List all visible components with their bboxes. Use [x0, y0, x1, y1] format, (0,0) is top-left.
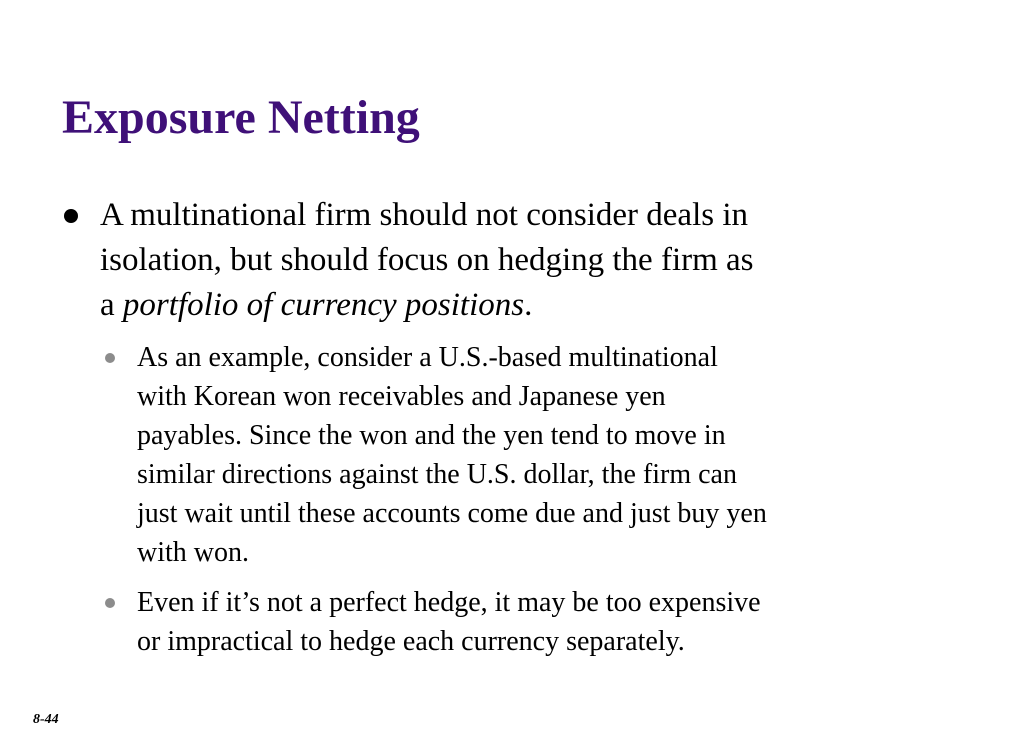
- main-bullet-line-2: isolation, but should focus on hedging the firm as: [100, 242, 754, 278]
- sub-bullet-hedge-text: [137, 583, 977, 661]
- sub-bullet-dot-icon: [105, 598, 115, 608]
- sub-bullet-line: just wait until these accounts come due and just buy yen: [137, 498, 767, 529]
- sub-bullet-line: with won.: [137, 537, 249, 568]
- slide-title: Exposure Netting: [62, 91, 420, 144]
- main-bullet-line-1: A multinational firm should not consider deals in: [100, 197, 748, 233]
- sub-bullet-line: payables. Since the won and the yen tend to move in: [137, 420, 726, 451]
- sub-bullet-line: with Korean won receivables and Japanese yen: [137, 381, 666, 412]
- sub-bullet-line: or impractical to hedge each currency separately.: [137, 626, 685, 657]
- sub-bullet-example-text: [137, 338, 977, 572]
- sub-bullet-dot-icon: [105, 353, 115, 363]
- bullet-dot-icon: [64, 209, 78, 223]
- portfolio-emphasis: portfolio of currency positions: [122, 287, 525, 323]
- page-number: 8-44: [33, 712, 59, 727]
- sub-bullet-line: Even if it’s not a perfect hedge, it may be too expensive: [137, 587, 761, 618]
- main-bullet-line-3-prefix: a: [100, 287, 123, 323]
- main-bullet-line-3-suffix: .: [524, 287, 533, 323]
- sub-bullet-line: As an example, consider a U.S.-based multinational: [137, 342, 718, 373]
- main-bullet-line-3: [100, 283, 960, 328]
- main-bullet-text: [100, 193, 960, 328]
- sub-bullet-line: similar directions against the U.S. dollar, the firm can: [137, 459, 737, 490]
